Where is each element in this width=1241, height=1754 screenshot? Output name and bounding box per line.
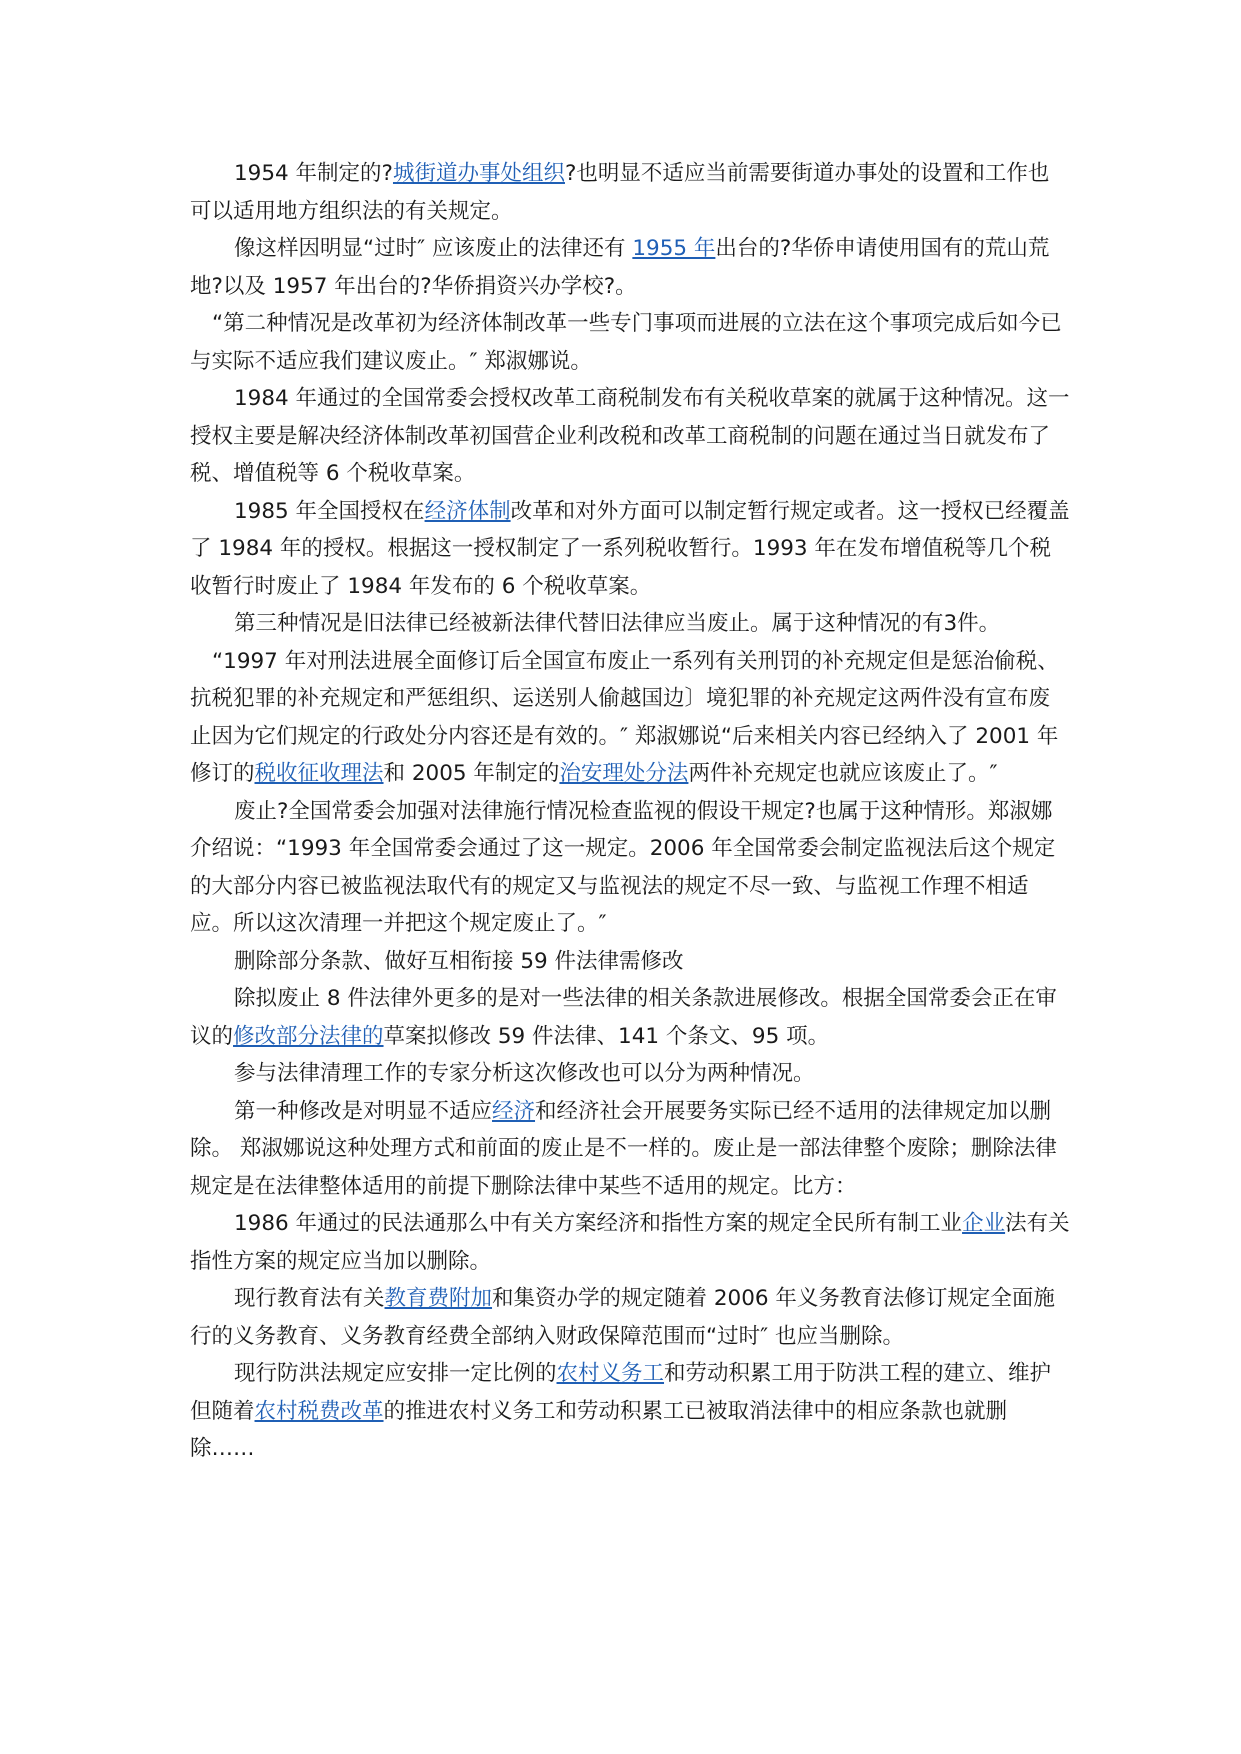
- link-rural-tax-reform[interactable]: 农村税费改革: [254, 1398, 384, 1424]
- text-run: 两件补充规定也就应该废止了。″: [688, 761, 998, 786]
- text-run: 第三种情况是旧法律已经被新法律代替旧法律应当废止。属于这种情况的有3件。: [234, 611, 1001, 636]
- text-run: 现行防洪法规定应安排一定比例的: [234, 1361, 557, 1386]
- text-run: 的推进农村义务工和劳动积累工已被取消法律中的相应条款也就删除……: [190, 1398, 1008, 1461]
- paragraph-8: [190, 793, 1070, 943]
- paragraph-1: [190, 155, 1070, 230]
- paragraph-4: [190, 380, 1070, 493]
- link-rural-compulsory-labor[interactable]: 农村义务工: [556, 1361, 665, 1386]
- paragraph-11: [190, 1055, 1070, 1093]
- text-run: 改革和对外方面可以制定暂行规定或者。这一授权已经覆盖了 1984 年的授权。根据这一授权制定了一系列税收暂行。1993 年在发布增值税等几个税收暂行时废止了 1984 年发布的 6 个税收草案。: [190, 498, 1070, 599]
- text-run: 出台的?华侨申请使用国有的荒山荒地?以及 1957 年出台的?华侨捐资兴办学校?。: [190, 236, 1050, 299]
- link-enterprise[interactable]: 企业: [962, 1211, 1006, 1236]
- paragraph-10: [190, 980, 1070, 1055]
- text-run: 1954 年制定的?: [234, 161, 393, 186]
- document-body: [190, 155, 1070, 1468]
- link-education-surcharge[interactable]: 教育费附加: [384, 1286, 493, 1311]
- text-run: 法有关指性方案的规定应当加以删除。: [190, 1211, 1070, 1274]
- text-run: 1985 年全国授权在: [234, 498, 425, 524]
- link-amend-laws[interactable]: 修改部分法律的: [233, 1023, 384, 1049]
- link-economy[interactable]: 经济: [492, 1098, 536, 1124]
- paragraph-12: [190, 1093, 1070, 1206]
- text-run: 1986 年通过的民法通那么中有关方案经济和指性方案的规定全民所有制工业: [234, 1211, 963, 1236]
- section-heading: [190, 943, 1070, 981]
- paragraph-13: [190, 1205, 1070, 1280]
- text-run: 和经济社会开展要务实际已经不适用的法律规定加以删除。 郑淑娜说这种处理方式和前面的废止是不一样的。废止是一部法律整个废除；删除法律规定是在法律整体适用的前提下删除法律中某些不适用的规定。比方：: [190, 1098, 1057, 1199]
- paragraph-14: [190, 1280, 1070, 1355]
- text-run: 和集资办学的规定随着 2006 年义务教育法修订规定全面施行的义务教育、义务教育经费全部纳入财政保障范围而“过时″ 也应当删除。: [190, 1286, 1055, 1349]
- text-run: 和 2005 年制定的: [383, 761, 560, 786]
- paragraph-6: [190, 605, 1070, 643]
- text-run: 像这样因明显“过时″ 应该废止的法律还有: [234, 236, 633, 261]
- text-run: 删除部分条款、做好互相衔接 59 件法律需修改: [234, 948, 684, 974]
- text-run: 1984 年通过的全国常委会授权改革工商税制发布有关税收草案的就属于这种情况。这一授权主要是解决经济体制改革初国营企业利改税和改革工商税制的问题在通过当日就发布了税、增值税等 6 个税收草案。: [190, 386, 1070, 486]
- text-run: 废止?全国常委会加强对法律施行情况检查监视的假设干规定?也属于这种情形。郑淑娜介绍说：“1993 年全国常委会通过了这一规定。2006 年全国常委会制定监视法后这个规定的大部分内容已被监视法取代有的规定又与监视法的规定不尽一致、与监视工作理不相适应。所以这次清理一并把这个规定废止了。″: [190, 798, 1056, 936]
- text-run: 参与法律清理工作的专家分析这次修改也可以分为两种情况。: [234, 1061, 815, 1086]
- text-run: “1997 年对刑法进展全面修订后全国宣布废止一系列有关刑罚的补充规定但是惩治偷税、抗税犯罪的补充规定和严惩组织、运送别人偷越国边〕境犯罪的补充规定这两件没有宣布废止因为它们规定的行政处分内容还是有效的。″ 郑淑娜说“后来相关内容已经纳入了 2001 年修订的: [190, 648, 1059, 786]
- link-tax-collection-law[interactable]: 税收征收理法: [254, 761, 384, 786]
- text-run: 现行教育法有关: [234, 1286, 385, 1311]
- link-public-security-law[interactable]: 治安理处分法: [559, 761, 689, 786]
- text-run: 除拟废止 8 件法律外更多的是对一些法律的相关条款进展修改。根据全国常委会正在审议的: [190, 986, 1057, 1049]
- text-run: 草案拟修改 59 件法律、141 个条文、95 项。: [383, 1023, 830, 1049]
- text-run: 第一种修改是对明显不适应: [234, 1098, 493, 1124]
- link-1955-year[interactable]: 1955 年: [632, 236, 716, 261]
- paragraph-3: [190, 305, 1070, 380]
- paragraph-5: [190, 493, 1070, 606]
- text-run: 和劳动积累工用于防洪工程的建立、维护但随着: [190, 1361, 1052, 1424]
- paragraph-15: [190, 1355, 1070, 1468]
- paragraph-2: [190, 230, 1070, 305]
- paragraph-7: [190, 643, 1070, 793]
- text-run: “第二种情况是改革初为经济体制改革一些专门事项而进展的立法在这个事项完成后如今已与实际不适应我们建议废止。″ 郑淑娜说。: [190, 311, 1062, 374]
- link-economic-system[interactable]: 经济体制: [424, 498, 511, 524]
- link-street-office-organization[interactable]: 城街道办事处组织: [392, 161, 565, 186]
- text-run: ?也明显不适应当前需要街道办事处的设置和工作也可以适用地方组织法的有关规定。: [190, 161, 1050, 224]
